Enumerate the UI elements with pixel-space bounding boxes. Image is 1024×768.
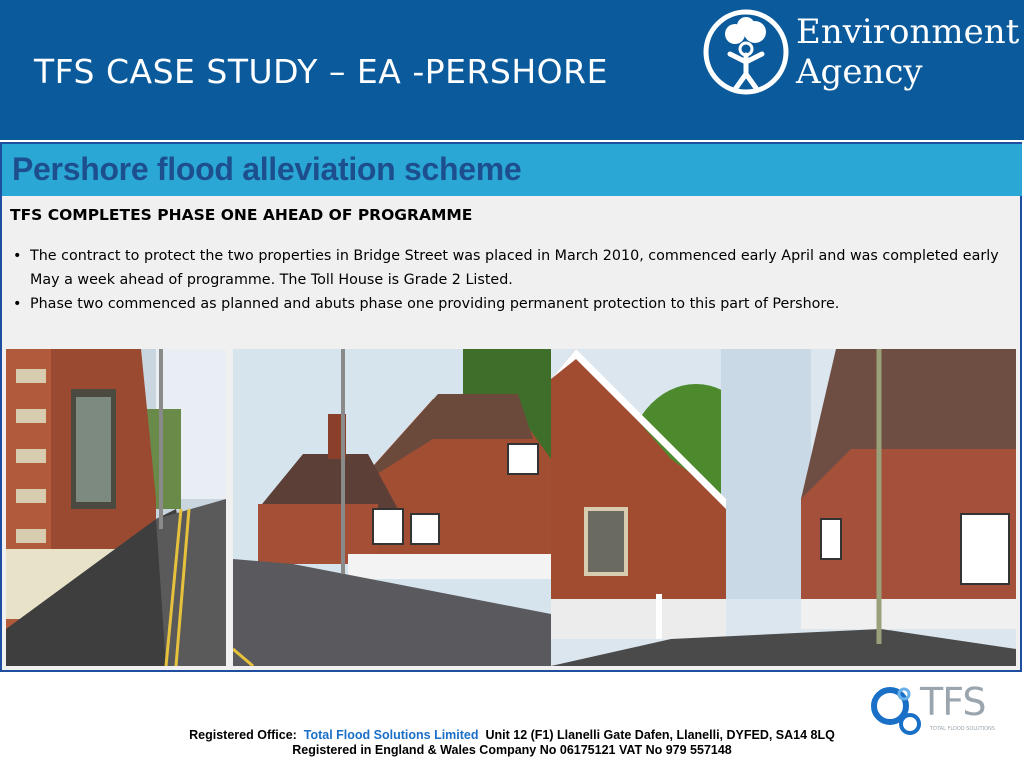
tfs-logo-text: TFS [920, 680, 986, 724]
page-title: TFS CASE STUDY – EA -PERSHORE [34, 52, 608, 91]
bullet-text: Phase two commenced as planned and abuts phase one providing permanent protection to this part of Pershore. [30, 296, 840, 312]
photo-strip [6, 349, 1016, 666]
footer-address: Unit 12 (F1) Llanelli Gate Dafen, Llanelli, DYFED, SA14 8LQ [485, 728, 835, 742]
bullet-item [10, 292, 1010, 316]
footer-line1 [0, 728, 1024, 743]
footer [0, 728, 1024, 758]
footer-line2: Registered in England & Wales Company No 06175121 VAT No 979 557148 [292, 743, 732, 757]
header-bar [0, 0, 1024, 140]
ea-logo-line2: Agency [796, 52, 923, 92]
photo-side-view [551, 349, 1016, 666]
ea-tree-icon [700, 4, 796, 104]
photo-toll-house [233, 349, 551, 666]
bullet-item [10, 244, 1010, 292]
ea-logo-line1: Environment [796, 12, 1020, 52]
photo-street-corner [6, 349, 226, 666]
footer-registered-label: Registered Office: [189, 728, 297, 742]
footer-company-name: Total Flood Solutions Limited [303, 728, 479, 742]
environment-agency-logo [700, 4, 1020, 104]
section-banner [2, 144, 1022, 196]
banner-title: Pershore flood alleviation scheme [12, 151, 522, 187]
tfs-logo-subtext: TOTAL FLOOD SOLUTIONS [930, 726, 995, 732]
bullet-dot-icon: • [13, 248, 22, 264]
bullet-list [10, 244, 1010, 316]
bullet-text: The contract to protect the two properties in Bridge Street was placed in March 2010, commenced early April and was completed early May a week ahead of programme. The Toll House is Grade 2 Listed. [30, 248, 999, 288]
bullet-dot-icon: • [13, 296, 22, 312]
section-subheading: TFS COMPLETES PHASE ONE AHEAD OF PROGRAMME [10, 206, 473, 224]
